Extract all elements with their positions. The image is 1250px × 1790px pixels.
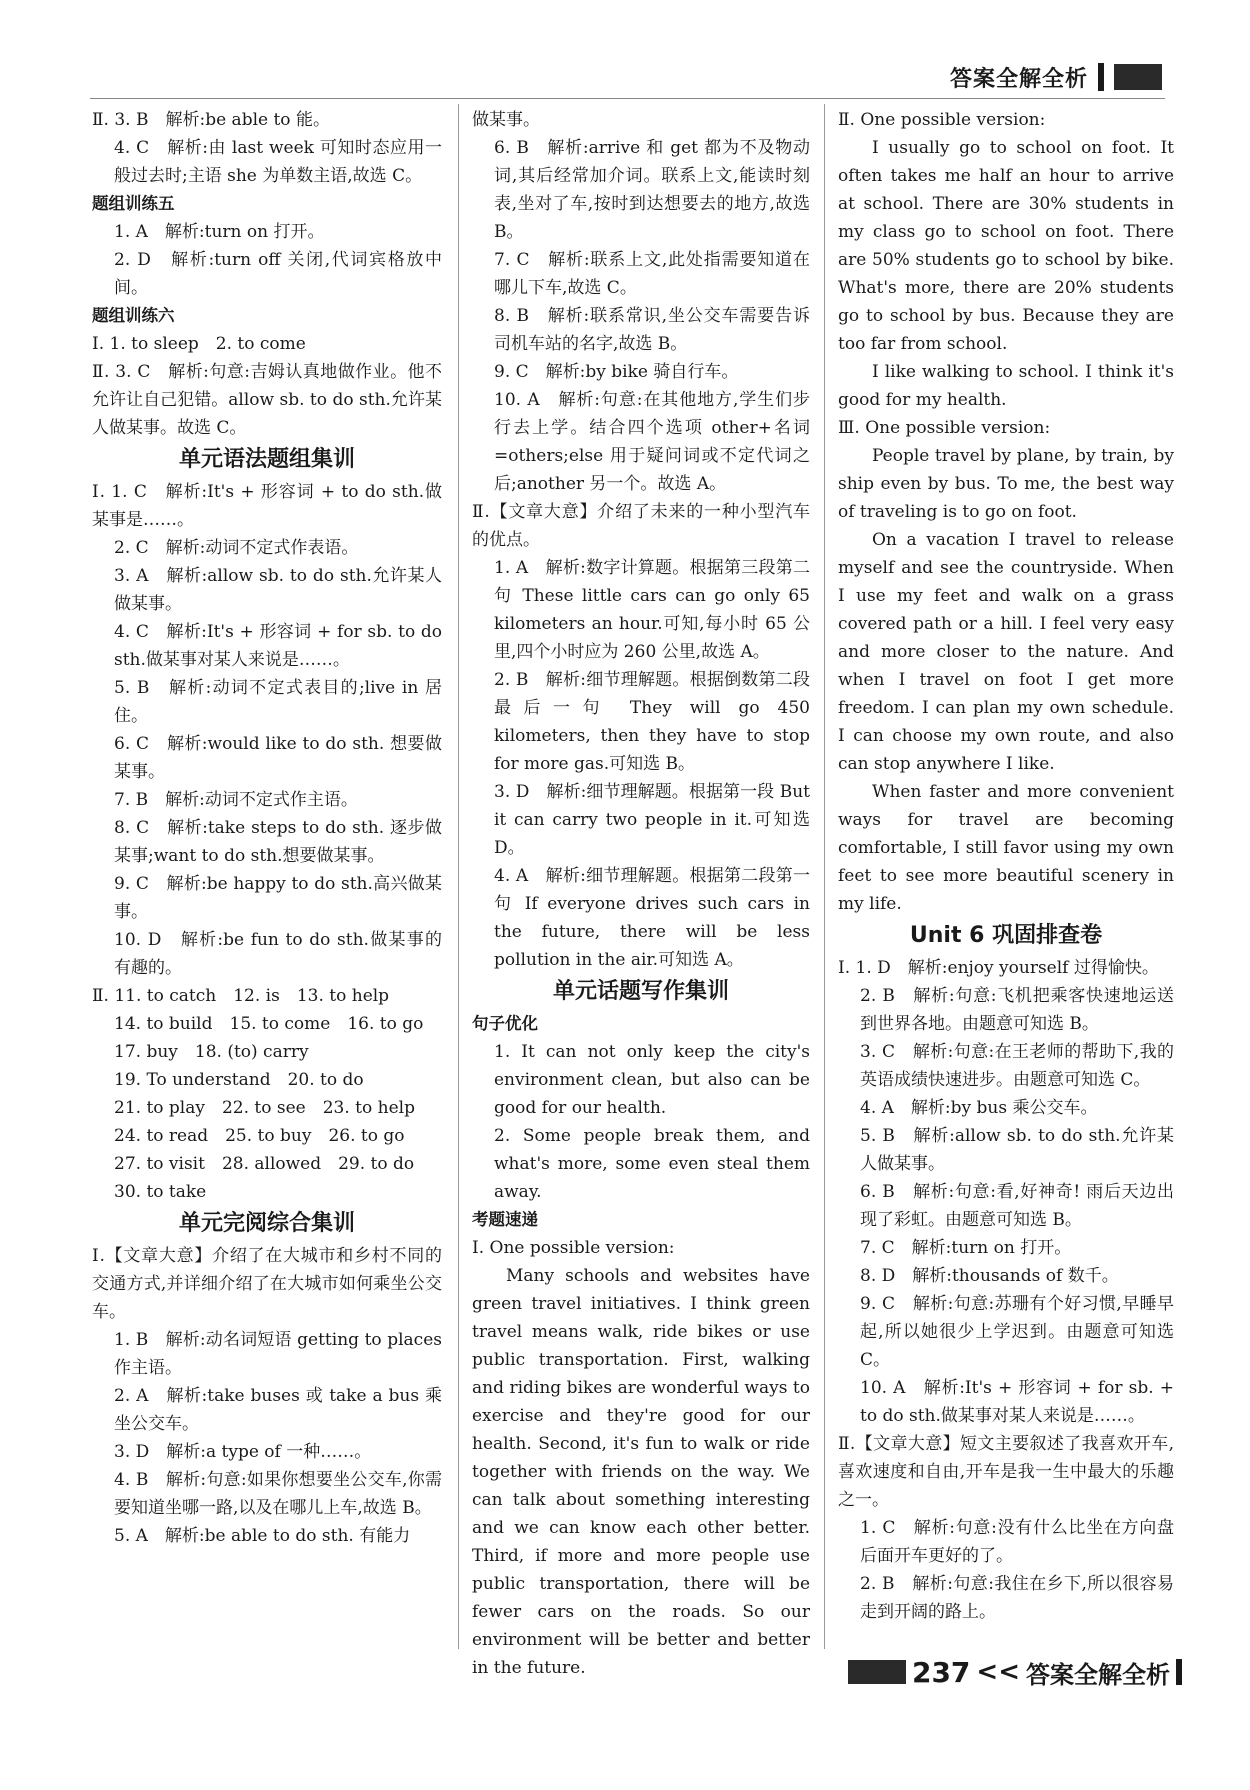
- answer-line: 4. B 解析:句意:如果你想要坐公交车,你需要知道坐哪一路,以及在哪儿上车,故选 B。: [114, 1470, 442, 1518]
- section-title: 单元话题写作集训: [552, 979, 729, 1004]
- header-rule: [90, 98, 1165, 99]
- answer-line: Ⅱ.【文章大意】介绍了未来的一种小型汽车的优点。: [472, 502, 810, 550]
- essay-paragraph: I like walking to school. I think it's good for my health.: [838, 362, 1174, 410]
- page-header: [950, 58, 1162, 96]
- answer-line: 6. C 解析:would like to do sth. 想要做某事。: [114, 734, 442, 782]
- answer-line: 17. buy 18. (to) carry: [114, 1042, 309, 1062]
- answer-line: 2. D 解析:turn off 关闭,代词宾格放中间。: [114, 250, 442, 298]
- essay-paragraph: On a vacation I travel to release myself and see the countryside. When I use my feet and walk on a grass covered path or a hill. I feel very easy and more closer to the nature. And when I travel on foot I get more freedom. I can plan my own schedule. I can choose my own route, and also can stop anywhere I like.: [838, 530, 1174, 774]
- answer-line: 2. A 解析:take buses 或 take a bus 乘坐公交车。: [114, 1386, 442, 1434]
- answer-line: Ⅱ. 3. C 解析:句意:吉姆认真地做作业。他不允许让自己犯错。allow sb. to do sth.允许某人做某事。故选 C。: [92, 362, 442, 438]
- answer-line: 7. C 解析:联系上文,此处指需要知道在哪儿下车,故选 C。: [494, 250, 810, 298]
- answer-line: Ⅰ.【文章大意】介绍了在大城市和乡村不同的交通方式,并详细介绍了在大城市如何乘坐公交车。: [92, 1246, 442, 1322]
- answer-line: 2. B 解析:细节理解题。根据倒数第二段最后一句 They will go 450 kilometers, then they have to stop for more gas.可知选 B。: [494, 670, 810, 774]
- section-title: 单元语法题组集训: [178, 447, 355, 472]
- answer-line: 3. D 解析:a type of 一种……。: [114, 1442, 372, 1462]
- footer-title: 答案全解全析: [1026, 1660, 1170, 1689]
- answer-line: 19. To understand 20. to do: [114, 1070, 364, 1090]
- column-divider: [458, 104, 459, 1649]
- column-right: [838, 106, 1174, 1626]
- answer-line: 4. A 解析:by bus 乘公交车。: [860, 1098, 1098, 1118]
- answer-line: 6. B 解析:句意:看,好神奇! 雨后天边出现了彩虹。由题意可知选 B。: [860, 1182, 1174, 1230]
- answer-line: 5. A 解析:be able to do sth. 有能力: [114, 1526, 411, 1546]
- answer-line: 30. to take: [114, 1182, 207, 1202]
- answer-line: 14. to build 15. to come 16. to go: [114, 1014, 424, 1034]
- answer-line: 做某事。: [472, 110, 540, 130]
- answer-line: 21. to play 22. to see 23. to help: [114, 1098, 415, 1118]
- section-heading: 句子优化: [472, 1014, 538, 1033]
- answer-line: 1. C 解析:句意:没有什么比坐在方向盘后面开车更好的了。: [860, 1518, 1174, 1566]
- essay-paragraph: I usually go to school on foot. It often takes me half an hour to arrive at school. There are 30% students in my class go to school on foot. There are 50% students go to school by bike. What's more, there are 20% students go to school by bus. Because they are too far from school.: [838, 138, 1174, 354]
- answer-line: Ⅰ. 1. D 解析:enjoy yourself 过得愉快。: [838, 958, 1159, 978]
- section-title: 单元完阅综合集训: [178, 1211, 355, 1236]
- answer-line: 10. D 解析:be fun to do sth.做某事的有趣的。: [114, 930, 442, 978]
- answer-line: 5. B 解析:allow sb. to do sth.允许某人做某事。: [860, 1126, 1174, 1174]
- answer-line: 9. C 解析:by bike 骑自行车。: [494, 362, 739, 382]
- section-heading: 考题速递: [472, 1210, 538, 1229]
- section-title: Unit 6 巩固排查卷: [909, 923, 1103, 948]
- essay-paragraph: When faster and more convenient ways for travel are becoming comfortable, I still favor using my own feet to see more beautiful scenery in my life.: [838, 782, 1174, 914]
- header-title: 答案全解全析: [949, 66, 1088, 92]
- answer-line: 1. A 解析:turn on 打开。: [114, 222, 325, 242]
- answer-line: 24. to read 25. to buy 26. to go: [114, 1126, 405, 1146]
- column-middle: [472, 106, 810, 1682]
- footer-bar-decoration: [1176, 1659, 1182, 1685]
- answer-line: 4. C 解析:It's + 形容词 + for sb. to do sth.做某事对某人来说是……。: [114, 622, 442, 670]
- section-heading: 题组训练六: [92, 306, 175, 325]
- answer-line: 4. A 解析:细节理解题。根据第二段第一句 If everyone drives such cars in the future, there will be less pollution in the air.可知选 A。: [494, 866, 810, 970]
- answer-line: 4. C 解析:由 last week 可知时态应用一般过去时;主语 she 为单数主语,故选 C。: [114, 138, 442, 186]
- answer-line: Ⅱ. 3. B 解析:be able to 能。: [92, 110, 330, 130]
- answer-line: 1. B 解析:动名词短语 getting to places 作主语。: [114, 1330, 442, 1378]
- answer-line: 8. B 解析:联系常识,坐公交车需要告诉司机车站的名字,故选 B。: [494, 306, 810, 354]
- answer-line: Ⅱ. One possible version:: [838, 110, 1046, 130]
- answer-line: 9. C 解析:句意:苏珊有个好习惯,早睡早起,所以她很少上学迟到。由题意可知选 C。: [860, 1294, 1174, 1370]
- answer-line: 2. C 解析:动词不定式作表语。: [114, 538, 359, 558]
- answer-line: 1. It can not only keep the city's environment clean, but also can be good for our health.: [494, 1042, 810, 1118]
- answer-line: 3. D 解析:细节理解题。根据第一段 But it can carry two people in it.可知选 D。: [494, 782, 810, 858]
- answer-line: Ⅱ. 11. to catch 12. is 13. to help: [92, 986, 390, 1006]
- answer-line: 8. D 解析:thousands of 数千。: [860, 1266, 1119, 1286]
- header-block-decoration: [1114, 64, 1162, 90]
- answer-line: 27. to visit 28. allowed 29. to do: [114, 1154, 415, 1174]
- answer-line: 1. A 解析:数字计算题。根据第三段第二句 These little cars can go only 65 kilometers an hour.可知,每小时 65 公里,四个小时应为 260 公里,故选 A。: [494, 558, 810, 662]
- answer-line: 2. B 解析:句意:飞机把乘客快速地运送到世界各地。由题意可知选 B。: [860, 986, 1174, 1034]
- answer-line: 3. A 解析:allow sb. to do sth.允许某人做某事。: [114, 566, 442, 614]
- answer-line: 7. C 解析:turn on 打开。: [860, 1238, 1072, 1258]
- answer-line: 10. A 解析:It's + 形容词 + for sb. + to do sth.做某事对某人来说是……。: [860, 1378, 1174, 1426]
- page-footer: [848, 1652, 1182, 1692]
- section-heading: 题组训练五: [92, 194, 175, 213]
- answer-line: Ⅰ. 1. to sleep 2. to come: [92, 334, 306, 354]
- column-left: [92, 106, 442, 1550]
- answer-line: 2. Some people break them, and what's more, some even steal them away.: [494, 1126, 810, 1202]
- answer-line: 10. A 解析:句意:在其他地方,学生们步行去上学。结合四个选项 other+名词=others;else 用于疑问词或不定代词之后;another 另一个。故选 A。: [494, 390, 810, 494]
- answer-line: Ⅲ. One possible version:: [838, 418, 1051, 438]
- answer-line: 5. B 解析:动词不定式表目的;live in 居住。: [114, 678, 442, 726]
- double-chevron-icon: <<: [976, 1657, 1020, 1687]
- footer-block-decoration: [848, 1660, 906, 1684]
- page-number: 237: [911, 1655, 971, 1689]
- answer-line: Ⅱ.【文章大意】短文主要叙述了我喜欢开车,喜欢速度和自由,开车是我一生中最大的乐趣之一。: [838, 1434, 1174, 1510]
- answer-line: 6. B 解析:arrive 和 get 都为不及物动词,其后经常加介词。联系上文,能读时刻表,坐对了车,按时到达想要去的地方,故选 B。: [494, 138, 810, 242]
- answer-line: 2. B 解析:句意:我住在乡下,所以很容易走到开阔的路上。: [860, 1574, 1174, 1622]
- answer-line: 9. C 解析:be happy to do sth.高兴做某事。: [114, 874, 442, 922]
- answer-line: 3. C 解析:句意:在王老师的帮助下,我的英语成绩快速进步。由题意可知选 C。: [860, 1042, 1174, 1090]
- answer-line: Ⅰ. One possible version:: [472, 1238, 675, 1258]
- answer-line: 8. C 解析:take steps to do sth. 逐步做某事;want to do sth.想要做某事。: [114, 818, 442, 866]
- header-bar-decoration: [1098, 63, 1104, 91]
- answer-line: Ⅰ. 1. C 解析:It's + 形容词 + to do sth.做某事是……。: [92, 482, 442, 530]
- column-divider: [824, 104, 825, 1649]
- essay-paragraph: People travel by plane, by train, by ship even by bus. To me, the best way of traveling is to go on foot.: [838, 446, 1174, 522]
- essay-paragraph: Many schools and websites have green travel initiatives. I think green travel means walk, ride bikes or use public transportation. First, walking and riding bikes are wonderful ways to exercise and they're good for our health. Second, it's fun to walk or ride together with friends on the way. We can talk about something interesting and we can know each other better. Third, if more and more people use public transportation, there will be fewer cars on the roads. So our environment will be better and better in the future.: [472, 1266, 810, 1678]
- answer-line: 7. B 解析:动词不定式作主语。: [114, 790, 358, 810]
